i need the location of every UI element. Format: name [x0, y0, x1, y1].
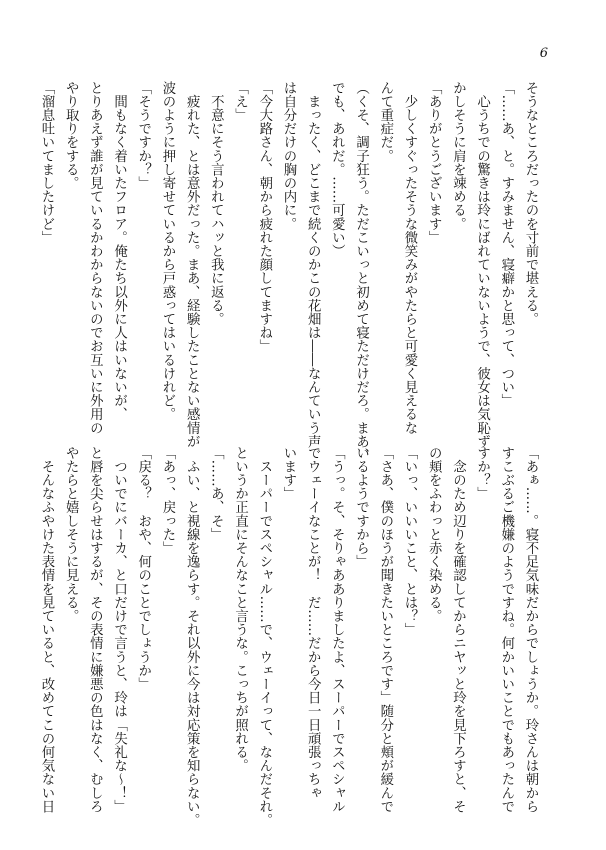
text-line: 波のように押し寄せているから戸惑ってはいるけれど。: [159, 81, 175, 421]
text-line: の頬をふわっと赤く染める。: [426, 446, 442, 623]
text-line: いるようですから」: [353, 446, 369, 569]
text-line: 疲れた、とは意外だった。まあ、経験したことない感情が: [184, 81, 200, 449]
text-line: 「いっ、いいいこと、とは？」: [401, 446, 417, 637]
text-line: そうなところだったのを寸前で堪える。: [523, 81, 538, 326]
text-line: 「あぁ……。寝不足気味だからでしょうか。玲さんは朝から: [523, 446, 538, 814]
text-line: やり取りをする。: [63, 81, 79, 190]
text-line: 「そうですか？」: [135, 81, 151, 190]
text-line: 「あっ、戻った」: [159, 446, 175, 555]
text-line: 「今大路さん、朝から疲れた顔してますね」: [256, 81, 272, 353]
text-line: でも、あれだ。……可愛い）: [329, 81, 345, 258]
text-line: 不意にそう言われてハッと我に返る。: [208, 81, 224, 326]
text-block-top: [34, 81, 542, 462]
text-block-bottom: [34, 446, 542, 827]
text-line: ふい、と視線を逸らす。それ以外に今は対応策を知らない。: [184, 446, 200, 827]
text-line: まったく、どこまで続くのかこの花畑は――なんていう声: [305, 81, 321, 449]
text-line: います」: [280, 446, 296, 501]
text-line: 「溜息吐いてましたけど」: [38, 81, 54, 245]
text-line: すか？」: [474, 446, 490, 501]
text-line: 「え」: [232, 81, 248, 122]
text-line: と唇を尖らせはするが、その表情に嫌悪の色はなく、むしろ: [87, 446, 103, 814]
text-line: すこぶるご機嫌のようですね。何かいいことでもあったんで: [498, 446, 514, 814]
text-line: かしそうに肩を竦める。: [450, 81, 466, 231]
text-line: 「……あ、そ」: [208, 446, 224, 542]
text-line: 心うちでの驚きは玲にばれていないようで、彼女は気恥ず: [474, 81, 490, 449]
text-line: 「……あ、と。すみません、寝癖かと思って、つい」: [498, 81, 514, 408]
text-line: 「ありがとうございます」: [426, 81, 442, 245]
text-line: 「さあ、僕のほうが聞きたいところです」随分と頬が緩んで: [377, 446, 393, 814]
text-line: 間もなく着いたフロア。俺たち以外に人はいないが、: [111, 81, 127, 421]
text-line: でウェーイなことが！ だ……だから今日一日頑張っちゃ: [305, 446, 321, 800]
text-line: ついでにバーカ、と口だけで言うと、玲は「失礼な～！」: [111, 446, 127, 814]
text-line: スーパーでスペシャル……で、ウェーイって、なんだそれ。: [256, 446, 272, 827]
text-line: というか正直にそんなこと言うな。こっちが照れる。: [232, 446, 248, 773]
text-line: 「うっ。そ、そりゃあありましたよ、スーパーでスペシャル: [329, 446, 345, 814]
text-line: 「戻る？ おや、何のことでしょうか」: [135, 446, 151, 691]
text-line: 少しくすぐったそうな微笑みがやたらと可愛く見えるな: [401, 81, 417, 435]
text-line: （くそ、調子狂う。ただこいっと初めて寝ただけだろ。まあ、: [353, 81, 369, 462]
text-line: は自分だけの胸の内に。: [280, 81, 296, 231]
text-line: とりあえず誰が見ているかわからないのでお互いに外用の: [87, 81, 103, 435]
text-line: んて重症だ。: [377, 81, 393, 163]
page-number: 6: [539, 46, 548, 61]
text-line: 念のため辺りを確認してからニヤッと玲を見下ろすと、そ: [450, 446, 466, 814]
text-line: やたらと嬉しそうに見える。: [63, 446, 79, 623]
text-line: そんなふやけた表情を見ていると、改めてこの何気ない日: [38, 446, 54, 814]
